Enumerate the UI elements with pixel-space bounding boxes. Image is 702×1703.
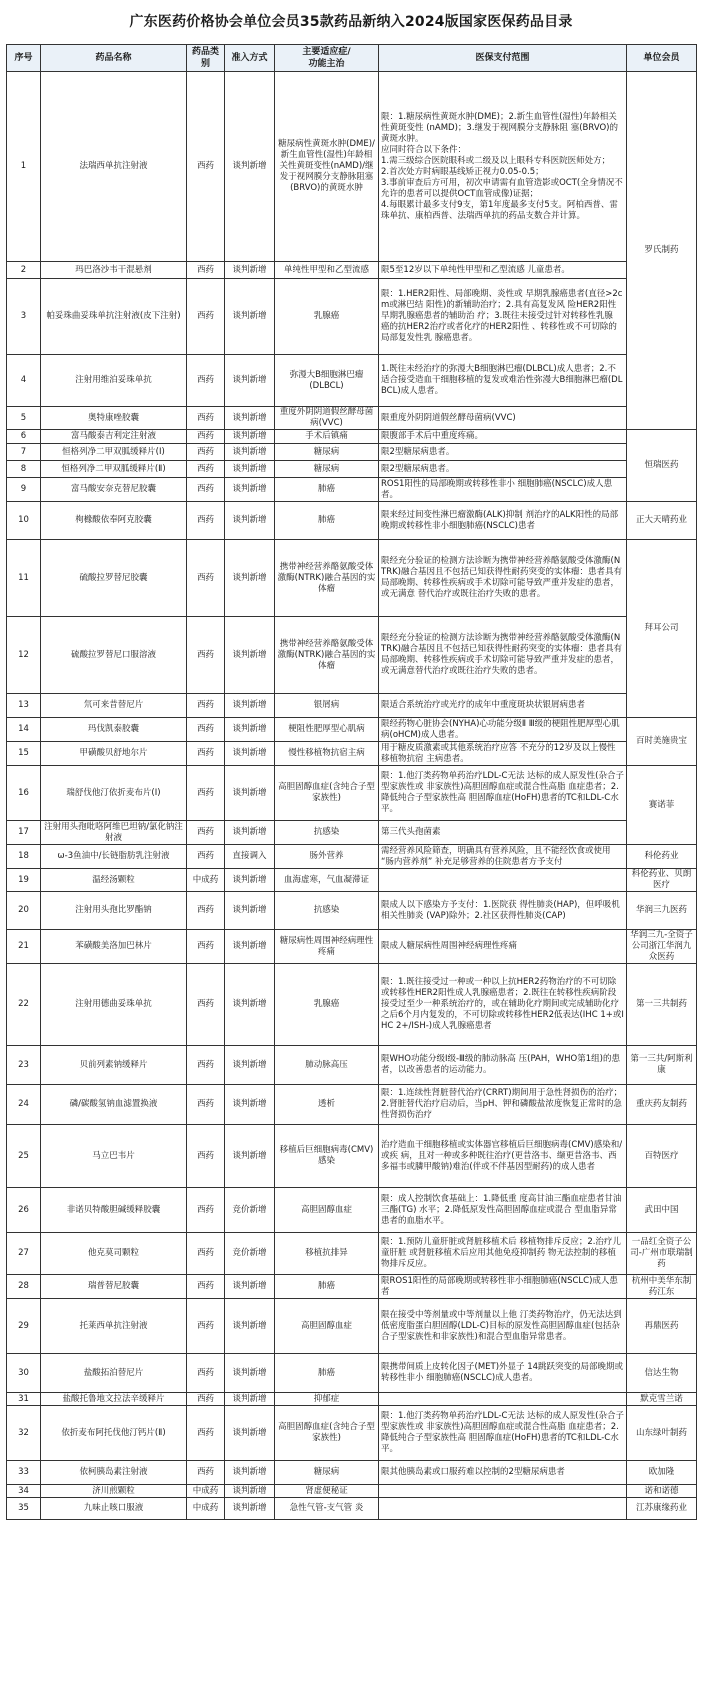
indication: 梗阻性肥厚型心肌病 (275, 718, 379, 742)
indication: 抗感染 (275, 821, 379, 845)
table-row (7, 930, 697, 964)
reimbursement-scope: 第三代头孢菌素 (379, 821, 627, 845)
row-number: 32 (7, 1406, 41, 1461)
member-company: 拜耳公司 (627, 540, 697, 718)
row-number: 6 (7, 430, 41, 444)
table-row (7, 1354, 697, 1393)
indication: 慢性移植物抗宿主病 (275, 742, 379, 766)
access-method: 谈判新增 (225, 1485, 275, 1498)
access-method: 谈判新增 (225, 430, 275, 444)
access-method: 谈判新增 (225, 869, 275, 892)
row-number: 21 (7, 930, 41, 964)
table-row (7, 1085, 697, 1125)
reimbursement-scope: 限2型糖尿病患者。 (379, 444, 627, 461)
reimbursement-scope: 限成人以下感染方予支付：1.医院获 得性肺炎(HAP)，但呼吸机相关性肺炎 (VAP)除外；2.社区获得性肺炎(CAP) (379, 892, 627, 930)
row-number: 24 (7, 1085, 41, 1125)
access-method: 谈判新增 (225, 930, 275, 964)
row-number: 35 (7, 1498, 41, 1520)
indication: 乳腺癌 (275, 279, 379, 355)
reimbursement-scope: 限重度外阴阴道假丝酵母菌病(VVC) (379, 407, 627, 430)
access-method: 谈判新增 (225, 742, 275, 766)
row-number: 16 (7, 766, 41, 821)
row-number: 7 (7, 444, 41, 461)
drug-category: 西药 (187, 1085, 225, 1125)
drug-name: 注射用德曲妥珠单抗 (41, 964, 187, 1046)
drug-name: 硫酸拉罗替尼胶囊 (41, 540, 187, 617)
row-number: 34 (7, 1485, 41, 1498)
member-company: 武田中国 (627, 1188, 697, 1233)
access-method: 谈判新增 (225, 718, 275, 742)
row-number: 29 (7, 1299, 41, 1354)
drug-name: 济川煎颗粒 (41, 1485, 187, 1498)
access-method: 谈判新增 (225, 540, 275, 617)
indication: 高胆固醇血症 (275, 1299, 379, 1354)
drug-name: 温经汤颗粒 (41, 869, 187, 892)
member-company: 第一三共/阿斯利康 (627, 1046, 697, 1085)
drug-category: 中成药 (187, 1498, 225, 1520)
drug-category: 中成药 (187, 869, 225, 892)
drug-category: 西药 (187, 355, 225, 407)
drug-name: 他克莫司颗粒 (41, 1233, 187, 1275)
table-row (7, 1188, 697, 1233)
drug-name: 马立巴韦片 (41, 1125, 187, 1188)
reimbursement-scope: 限经充分验证的检测方法诊断为携带神经营养酪氨酸受体激酶(NTRK)融合基因且不包括已知获得性耐药突变的实体瘤：患者具有局部晚期、转移性疾病或手术切除可能导致严重并发症的患者，或无满意替代治疗或既往治疗失败的患者。 (379, 617, 627, 694)
drug-name: 盐酸托鲁地文拉法辛缓释片 (41, 1393, 187, 1406)
row-number: 12 (7, 617, 41, 694)
header-access: 准入方式 (225, 45, 275, 72)
reimbursement-scope: 用于糖皮质激素或其他系统治疗应答 不充分的12岁及以上慢性移植物抗宿 主病患者。 (379, 742, 627, 766)
drug-category: 西药 (187, 1393, 225, 1406)
drug-category: 西药 (187, 461, 225, 478)
row-number: 5 (7, 407, 41, 430)
indication: 糖尿病性周围神经病理性疼痛 (275, 930, 379, 964)
row-number: 1 (7, 72, 41, 262)
drug-name: 磷/碳酸氢钠血滤置换液 (41, 1085, 187, 1125)
reimbursement-scope: 限：成人控制饮食基础上：1.降低重 度高甘油三酯血症患者甘油三酯(TG) 水平；2.降低原发性高胆固醇血症或混合 型血脂异常患者的血脂水平。 (379, 1188, 627, 1233)
drug-name: 帕妥珠曲妥珠单抗注射液(皮下注射) (41, 279, 187, 355)
drug-category: 西药 (187, 892, 225, 930)
drug-category: 西药 (187, 262, 225, 279)
header-indication: 主要适应症/ 功能主治 (275, 45, 379, 72)
reimbursement-scope (379, 1393, 627, 1406)
drug-name: ω-3鱼油中/长链脂肪乳注射液 (41, 845, 187, 869)
indication: 弥漫大B细胞淋巴瘤(DLBCL) (275, 355, 379, 407)
reimbursement-scope: 限：1.预防儿童肝脏或肾脏移植术后 移植物排斥反应；2.治疗儿童肝脏 或肾脏移植术后应用其他免疫抑制药 物无法控制的移植物排斥反应。 (379, 1233, 627, 1275)
indication: 肺癌 (275, 502, 379, 540)
member-company: 一品红全资子公司-广州市联瑞制药 (627, 1233, 697, 1275)
access-method: 谈判新增 (225, 1354, 275, 1393)
row-number: 31 (7, 1393, 41, 1406)
reimbursement-scope: 限：1.连续性肾脏替代治疗(CRRT)期间用于急性肾损伤的治疗；2.肾脏替代治疗启动后，当pH、钾和磷酸盐浓度恢复正常时的急性肾损伤治疗 (379, 1085, 627, 1125)
table-row (7, 430, 697, 444)
drug-category: 西药 (187, 1125, 225, 1188)
reimbursement-scope: 限：1.既往接受过一种或一种以上抗HER2药物治疗的不可切除或转移性HER2阳性成人乳腺癌患者；2.既往在转移性疾病阶段接受过至少一种系统治疗的，或在辅助化疗期间或完成辅助化疗之后6个月内复发的，不可切除或转移性HER2低表达(IHC 1+或IHC 2+/ISH-)成人乳腺癌患者 (379, 964, 627, 1046)
drug-category: 西药 (187, 742, 225, 766)
access-method: 谈判新增 (225, 262, 275, 279)
table-row (7, 478, 697, 502)
member-company: 第一三共制药 (627, 964, 697, 1046)
drug-category: 西药 (187, 694, 225, 718)
table-row (7, 1461, 697, 1485)
table-row (7, 1485, 697, 1498)
reimbursement-scope (379, 1498, 627, 1520)
reimbursement-scope: 限2型糖尿病患者。 (379, 461, 627, 478)
table-body (7, 72, 697, 1520)
drug-category: 西药 (187, 964, 225, 1046)
reimbursement-scope: 限：1.糖尿病性黄斑水肿(DME)；2.新生血管性(湿性)年龄相关性黄斑变性 (nAMD)；3.继发于视网膜分支静脉阻 塞(BRVO)的黄斑水肿。 应同时符合以下条件： 1.需三级综合医院眼科或二级及以上眼科专科医院医师处方； 2.首次处方时病眼基线矫正视力0.05-0.5； 3.事前审查后方可用，初次申请需有血管造影或OCT(全身情况不允许的患者可以提供OCT血管成像)证据； 4.每眼累计最多支付9支，第1年度最多支付5支。阿柏西普、雷珠单抗、康柏西普、法瑞西单抗的药品支数合并计算。 (379, 72, 627, 262)
member-company: 默克雪兰诺 (627, 1393, 697, 1406)
row-number: 2 (7, 262, 41, 279)
table-row (7, 845, 697, 869)
access-method: 竞价新增 (225, 1233, 275, 1275)
drug-category: 西药 (187, 1275, 225, 1299)
table-row (7, 1299, 697, 1354)
header-category: 药品类别 (187, 45, 225, 72)
table-row (7, 1233, 697, 1275)
reimbursement-scope: 限：1.HER2阳性、局部晚期、炎性或 早期乳腺癌患者(直径>2cm或淋巴结 阳性)的新辅助治疗；2.具有高复发风 险HER2阳性早期乳腺癌患者的辅助治 疗；3.既往未接受过针对转移性乳腺 癌的抗HER2治疗或者化疗的HER2阳性 、转移性或不可切除的局部复发性乳 腺癌患者。 (379, 279, 627, 355)
member-company: 赛诺菲 (627, 766, 697, 845)
table-row (7, 766, 697, 821)
access-method: 谈判新增 (225, 617, 275, 694)
indication: 肠外营养 (275, 845, 379, 869)
drug-name: 恒格列净二甲双胍缓释片(Ⅰ) (41, 444, 187, 461)
drug-name: 恒格列净二甲双胍缓释片(Ⅱ) (41, 461, 187, 478)
drug-category: 西药 (187, 1406, 225, 1461)
access-method: 谈判新增 (225, 1461, 275, 1485)
drug-name: 盐酸拓泊替尼片 (41, 1354, 187, 1393)
drug-name: 奥特康唑胶囊 (41, 407, 187, 430)
reimbursement-scope: 限适合系统治疗或光疗的成年中重度斑块状银屑病患者 (379, 694, 627, 718)
reimbursement-scope: 限来经过间变性淋巴瘤激酶(ALK)抑制 剂治疗的ALK阳性的局部晚期或转移性非小细胞肺癌(NSCLC)患者 (379, 502, 627, 540)
indication: 高胆固醇血症 (275, 1188, 379, 1233)
drug-name: 苯磺酸美洛加巴林片 (41, 930, 187, 964)
indication: 单纯性甲型和乙型流感 (275, 262, 379, 279)
indication: 携带神经营养酪氨酸受体激酶(NTRK)融合基因的实体瘤 (275, 540, 379, 617)
member-company: 科伦药业 (627, 845, 697, 869)
indication: 急性气管-支气管 炎 (275, 1498, 379, 1520)
drug-category: 西药 (187, 930, 225, 964)
reimbursement-scope (379, 869, 627, 892)
drug-category: 西药 (187, 617, 225, 694)
row-number: 17 (7, 821, 41, 845)
drug-category: 西药 (187, 430, 225, 444)
reimbursement-scope: 限：1.他汀类药物单药治疗LDL-C无法 达标的成人原发性(杂合子型家族性或 非家族性)高胆固醇血症或混合性高脂 血症患者；2.降低纯合子型家族性高 胆固醇血症(HoFH)患者的TC和LDL-C水 平。 (379, 1406, 627, 1461)
drug-name: 法瑞西单抗注射液 (41, 72, 187, 262)
indication: 重度外阴阴道假丝酵母菌病(VVC) (275, 407, 379, 430)
row-number: 22 (7, 964, 41, 1046)
drug-name: 注射用维泊妥珠单抗 (41, 355, 187, 407)
table-row (7, 502, 697, 540)
drug-category: 西药 (187, 845, 225, 869)
reimbursement-scope: 限其他胰岛素或口服药难以控制的2型糖尿病患者 (379, 1461, 627, 1485)
access-method: 谈判新增 (225, 1085, 275, 1125)
row-number: 30 (7, 1354, 41, 1393)
indication: 肺癌 (275, 1275, 379, 1299)
indication: 移植抗排异 (275, 1233, 379, 1275)
drug-category: 西药 (187, 478, 225, 502)
reimbursement-scope: 限腹部手术后中重度疼痛。 (379, 430, 627, 444)
access-method: 谈判新增 (225, 1125, 275, 1188)
header-scope: 医保支付范围 (379, 45, 627, 72)
drug-category: 西药 (187, 1461, 225, 1485)
indication: 糖尿病 (275, 1461, 379, 1485)
member-company: 再鼎医药 (627, 1299, 697, 1354)
row-number: 18 (7, 845, 41, 869)
access-method: 谈判新增 (225, 964, 275, 1046)
row-number: 10 (7, 502, 41, 540)
access-method: 谈判新增 (225, 766, 275, 821)
reimbursement-scope: 限在接受中等剂量或中等剂量以上他 汀类药物治疗，仍无法达到低密度脂蛋白胆固醇(LDL-C)目标的原发性高胆固醇血症(包括杂合子型家族性和非家族性)和混合型血脂异常患者。 (379, 1299, 627, 1354)
drug-name: 玛巴洛沙韦干混悬剂 (41, 262, 187, 279)
reimbursement-scope: 限经药物心脏协会(NYHA)心功能分级Ⅱ Ⅲ级的梗阻性肥厚型心肌病(oHCM)成人患者。 (379, 718, 627, 742)
drug-name: 甲磺酸贝舒地尔片 (41, 742, 187, 766)
row-number: 13 (7, 694, 41, 718)
access-method: 谈判新增 (225, 279, 275, 355)
table-row (7, 1393, 697, 1406)
drug-name: 瑞舒伐他汀依折麦布片(Ⅰ) (41, 766, 187, 821)
member-company: 信达生物 (627, 1354, 697, 1393)
row-number: 26 (7, 1188, 41, 1233)
table-header-row (7, 45, 697, 72)
access-method: 谈判新增 (225, 355, 275, 407)
drug-name: 枸橼酸依奉阿克胶囊 (41, 502, 187, 540)
member-company: 百特医疗 (627, 1125, 697, 1188)
indication: 移植后巨细胞病毒(CMV)感染 (275, 1125, 379, 1188)
reimbursement-scope: 限携带间质上皮转化因子(MET)外显子 14跳跃突变的局部晚期或转移性非小 细胞肺癌(NSCLC)成人患者。 (379, 1354, 627, 1393)
table-row (7, 617, 697, 694)
table-row (7, 461, 697, 478)
drug-name: 硫酸拉罗替尼口服溶液 (41, 617, 187, 694)
indication: 乳腺癌 (275, 964, 379, 1046)
table-row (7, 964, 697, 1046)
member-company: 罗氏制药 (627, 72, 697, 430)
drug-list-table (6, 44, 697, 1520)
indication: 糖尿病性黄斑水肿(DME)/新生血管性(湿性)年龄相关性黄斑变性(nAMD)/继发于视网膜分支静脉阻塞(BRVO)的黄斑水肿 (275, 72, 379, 262)
header-no: 序号 (7, 45, 41, 72)
member-company: 科伦药业、贝朗医疗 (627, 869, 697, 892)
member-company: 诺和诺德 (627, 1485, 697, 1498)
access-method: 谈判新增 (225, 1046, 275, 1085)
row-number: 14 (7, 718, 41, 742)
drug-category: 西药 (187, 1233, 225, 1275)
drug-category: 西药 (187, 1354, 225, 1393)
reimbursement-scope: 限WHO功能分级Ⅰ级-Ⅲ级的肺动脉高 压(PAH，WHO第1组)的患者，以改善患者的运动能力。 (379, 1046, 627, 1085)
drug-category: 西药 (187, 821, 225, 845)
access-method: 谈判新增 (225, 1275, 275, 1299)
table-row (7, 407, 697, 430)
reimbursement-scope: ROS1阳性的局部晚期或转移性非小 细胞肺癌(NSCLC)成人患者。 (379, 478, 627, 502)
access-method: 谈判新增 (225, 461, 275, 478)
indication: 抑郁症 (275, 1393, 379, 1406)
drug-name: 玛伐凯泰胶囊 (41, 718, 187, 742)
drug-category: 西药 (187, 407, 225, 430)
table-row (7, 869, 697, 892)
header-member: 单位会员 (627, 45, 697, 72)
reimbursement-scope: 治疗造血干细胞移植或实体器官移植后巨细胞病毒(CMV)感染和/或疾 病，且对一种或多种既往治疗(更昔洛韦、缬更昔洛韦、西多福韦或膦甲酸钠)难治(伴或不伴基因型耐药)的成人患者 (379, 1125, 627, 1188)
drug-category: 西药 (187, 718, 225, 742)
indication: 携带神经营养酪氨酸受体激酶(NTRK)融合基因的实体瘤 (275, 617, 379, 694)
drug-name: 九味止咳口服液 (41, 1498, 187, 1520)
reimbursement-scope: 限成人糖尿病性周围神经病理性疼痛 (379, 930, 627, 964)
drug-name: 依折麦布阿托伐他汀钙片(Ⅱ) (41, 1406, 187, 1461)
row-number: 23 (7, 1046, 41, 1085)
table-row (7, 1275, 697, 1299)
table-row (7, 540, 697, 617)
row-number: 11 (7, 540, 41, 617)
drug-category: 西药 (187, 1188, 225, 1233)
drug-category: 西药 (187, 766, 225, 821)
table-row (7, 892, 697, 930)
access-method: 谈判新增 (225, 821, 275, 845)
indication: 糖尿病 (275, 444, 379, 461)
access-method: 竞价新增 (225, 1188, 275, 1233)
access-method: 直接调入 (225, 845, 275, 869)
indication: 肺癌 (275, 1354, 379, 1393)
drug-name: 注射用头孢吡咯阿维巴坦钠/氯化钠注射液 (41, 821, 187, 845)
drug-name: 托莱西单抗注射液 (41, 1299, 187, 1354)
drug-name: 瑞普替尼胶囊 (41, 1275, 187, 1299)
member-company: 恒瑞医药 (627, 430, 697, 502)
indication: 银屑病 (275, 694, 379, 718)
drug-category: 西药 (187, 1046, 225, 1085)
drug-category: 中成药 (187, 1485, 225, 1498)
member-company: 华润三九医药 (627, 892, 697, 930)
table-row (7, 694, 697, 718)
drug-name: 氘可来昔替尼片 (41, 694, 187, 718)
member-company: 山东绿叶制药 (627, 1406, 697, 1461)
drug-name: 注射用头孢比罗酯钠 (41, 892, 187, 930)
access-method: 谈判新增 (225, 478, 275, 502)
drug-name: 非诺贝特酸胆碱缓释胶囊 (41, 1188, 187, 1233)
reimbursement-scope: 限ROS1阳性的局部晚期或转移性非小细胞肺癌(NSCLC)成人患者 (379, 1275, 627, 1299)
table-row (7, 355, 697, 407)
drug-name: 富马酸泰吉利定注射液 (41, 430, 187, 444)
member-company: 正大天晴药业 (627, 502, 697, 540)
drug-category: 西药 (187, 279, 225, 355)
indication: 高胆固醇血症(含纯合子型家族性) (275, 1406, 379, 1461)
member-company: 华润三九-全资子公司浙江华润九众医药 (627, 930, 697, 964)
access-method: 谈判新增 (225, 502, 275, 540)
table-row (7, 1498, 697, 1520)
table-row (7, 444, 697, 461)
access-method: 谈判新增 (225, 444, 275, 461)
row-number: 33 (7, 1461, 41, 1485)
indication: 手术后镇痛 (275, 430, 379, 444)
drug-category: 西药 (187, 444, 225, 461)
indication: 肺动脉高压 (275, 1046, 379, 1085)
drug-name: 富马酸安奈克替尼胶囊 (41, 478, 187, 502)
drug-name: 依柯胰岛素注射液 (41, 1461, 187, 1485)
reimbursement-scope: 限经充分验证的检测方法诊断为携带神经营养酪氨酸受体激酶(NTRK)融合基因且不包括已知获得性耐药突变的实体瘤：患者具有局部晚期、转移性疾病或手术切除可能导致严重并发症的患者，或无满意 替代治疗或既往治疗失败的患者。 (379, 540, 627, 617)
indication: 肺癌 (275, 478, 379, 502)
member-company: 杭州中美华东制药江东 (627, 1275, 697, 1299)
access-method: 谈判新增 (225, 1299, 275, 1354)
drug-name: 贝前列素钠缓释片 (41, 1046, 187, 1085)
drug-category: 西药 (187, 502, 225, 540)
member-company: 江苏康缘药业 (627, 1498, 697, 1520)
indication: 高胆固醇血症(含纯合子型家族性) (275, 766, 379, 821)
reimbursement-scope: 限：1.他汀类药物单药治疗LDL-C无法 达标的成人原发性(杂合子型家族性或 非家族性)高胆固醇血症或混合性高脂 血症患者；2.降低纯合子型家族性高 胆固醇血症(HoFH)患者的TC和LDL-C水 平。 (379, 766, 627, 821)
member-company: 百时美施贵宝 (627, 718, 697, 766)
table-row (7, 262, 697, 279)
access-method: 谈判新增 (225, 1393, 275, 1406)
row-number: 19 (7, 869, 41, 892)
row-number: 28 (7, 1275, 41, 1299)
indication: 糖尿病 (275, 461, 379, 478)
member-company: 重庆药友制药 (627, 1085, 697, 1125)
row-number: 3 (7, 279, 41, 355)
access-method: 谈判新增 (225, 892, 275, 930)
drug-category: 西药 (187, 72, 225, 262)
row-number: 25 (7, 1125, 41, 1188)
table-row (7, 742, 697, 766)
indication: 抗感染 (275, 892, 379, 930)
row-number: 27 (7, 1233, 41, 1275)
drug-category: 西药 (187, 540, 225, 617)
indication: 肾虚便秘证 (275, 1485, 379, 1498)
header-drug-name: 药品名称 (41, 45, 187, 72)
table-row (7, 718, 697, 742)
table-row (7, 1125, 697, 1188)
drug-category: 西药 (187, 1299, 225, 1354)
reimbursement-scope: 1.既往未经治疗的弥漫大B细胞淋巴瘤(DLBCL)成人患者；2.不适合接受造血干细胞移植的复发或难治性弥漫大B细胞淋巴瘤(DLBCL)成人患者。 (379, 355, 627, 407)
reimbursement-scope: 需经营养风险筛查，明确具有营养风险，且不能经饮食或使用 “肠内营养剂” 补充足够营养的住院患者方予支付 (379, 845, 627, 869)
table-row (7, 1046, 697, 1085)
row-number: 15 (7, 742, 41, 766)
table-row (7, 1406, 697, 1461)
access-method: 谈判新增 (225, 1498, 275, 1520)
indication: 透析 (275, 1085, 379, 1125)
row-number: 9 (7, 478, 41, 502)
row-number: 8 (7, 461, 41, 478)
reimbursement-scope: 限5至12岁以下单纯性甲型和乙型流感 儿童患者。 (379, 262, 627, 279)
access-method: 谈判新增 (225, 407, 275, 430)
member-company: 欧加隆 (627, 1461, 697, 1485)
table-row (7, 821, 697, 845)
access-method: 谈判新增 (225, 694, 275, 718)
indication: 血海虚寒，气血凝滞证 (275, 869, 379, 892)
document-title: 广东医药价格协会单位会员35款药品新纳入2024版国家医保药品目录 (129, 14, 573, 30)
row-number: 20 (7, 892, 41, 930)
table-row (7, 279, 697, 355)
access-method: 谈判新增 (225, 72, 275, 262)
reimbursement-scope (379, 1485, 627, 1498)
row-number: 4 (7, 355, 41, 407)
access-method: 谈判新增 (225, 1406, 275, 1461)
table-row (7, 72, 697, 262)
